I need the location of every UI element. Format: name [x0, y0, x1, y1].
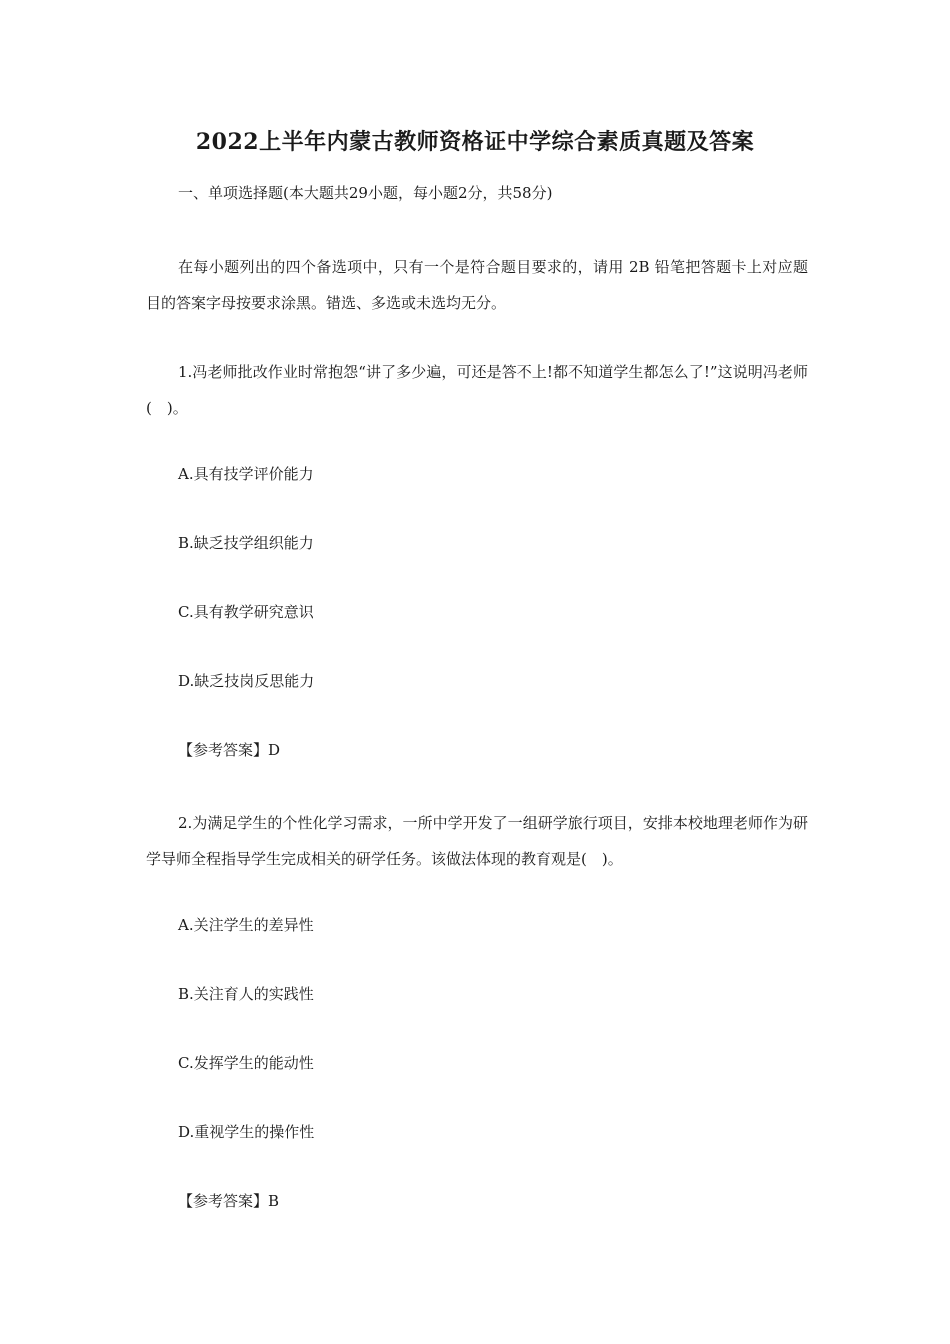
question-2-stem: 2.为满足学生的个性化学习需求，一所中学开发了一组研学旅行项目，安排本校地理老师作为研学导师全程指导学生完成相关的研学任务。该做法体现的教育观是( )。 — [146, 814, 808, 868]
document-title: 2022上半年内蒙古教师资格证中学综合素质真题及答案 — [195, 129, 755, 155]
question-2-option-c: C.发挥学生的能动性 — [178, 1054, 314, 1072]
question-1-option-b: B.缺乏技学组织能力 — [178, 534, 314, 552]
question-1-answer: 【参考答案】D — [178, 741, 281, 759]
question-1-option-a: A.具有技学评价能力 — [178, 465, 314, 483]
question-1-option-c: C.具有教学研究意识 — [178, 603, 314, 621]
question-2-option-a: A.关注学生的差异性 — [178, 916, 314, 934]
question-1-stem: 1.冯老师批改作业时常抱怨“讲了多少遍，可还是答不上!都不知道学生都怎么了!”这说明冯老师( )。 — [146, 363, 808, 417]
question-2-option-b: B.关注育人的实践性 — [178, 985, 314, 1003]
question-2-option-d: D.重视学生的操作性 — [178, 1123, 315, 1141]
question-1-option-d: D.缺乏技岗反思能力 — [178, 672, 315, 690]
instructions-paragraph: 在每小题列出的四个备选项中，只有一个是符合题目要求的，请用 2B 铅笔把答题卡上对应题目的答案字母按要求涂黑。错选、多选或未选均无分。 — [146, 258, 808, 312]
section-heading: 一、单项选择题(本大题共29小题，每小题2分，共58分) — [178, 184, 553, 202]
question-2-answer: 【参考答案】B — [178, 1192, 280, 1210]
